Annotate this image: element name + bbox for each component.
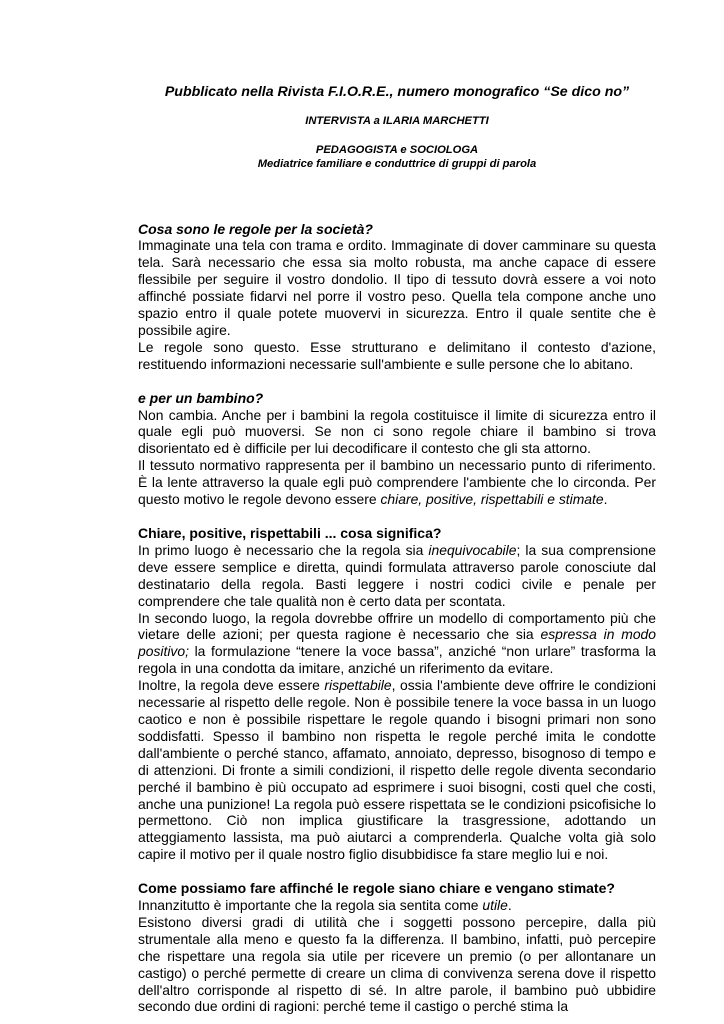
text-run: la formulazione “tenere la voce bassa”, anziché “non urlare” trasforma la regola in una condotta da imitare, anziché un riferimento da evitare. <box>138 643 657 677</box>
interview-body <box>138 221 656 1016</box>
text-run: , ossia l'ambiente deve offrire le condizioni necessarie al rispetto delle regole. Non è possibile tenere la voce bassa in un luogo caotico e non è possibile rispettare le regole quando i bisogni primari non sono soddisfatti. Spesso il bambino non rispetta le regole perché imita le condotte dall'ambiente o perché stanco, affamato, annoiato, depresso, bisognoso di tempo e di attenzioni. Di fronte a simili condizioni, il rispetto delle regole diventa secondario perché il bambino è più occupato ad esprimere i suoi bisogni, costi quel che costi, anche una punizione! La regola può essere rispettata se le condizioni psicofisiche lo permettono. Ciò non implica giustificare la trasgressione, adottando un atteggiamento lassista, ma può aiutarci a comprenderla. Qualche volta già solo capire il motivo per il quale nostro figlio disubbidisce fa stare meglio lui e noi. <box>138 677 656 863</box>
author-subrole: Mediatrice familiare e conduttrice di gruppi di parola <box>257 158 537 170</box>
answer-paragraph <box>138 897 656 914</box>
publication-line: Pubblicato nella Rivista F.I.O.R.E., numero monografico “Se dico no” <box>164 84 630 100</box>
section-how <box>138 880 656 1015</box>
answer-paragraph <box>138 610 656 678</box>
section-child <box>138 390 656 508</box>
question-heading: e per un bambino? <box>138 389 264 406</box>
question-heading: Cosa sono le regole per la società? <box>138 220 373 237</box>
answer-paragraph <box>138 457 656 508</box>
text-run: Il tessuto normativo rappresenta per il bambino un necessario punto di riferimento. È la lente attraverso la quale egli può comprendere l'ambiente che lo circonda. Per questo motivo le regole devono essere <box>138 457 656 508</box>
answer-paragraph: Immaginate una tela con trama e ordito. Immaginate di dover camminare su questa tela. Sarà necessario che essa sia molto robusta, ma anche capace di essere flessibile per seguire il vostro dondolio. Il tipo di tessuto dovrà essere a voi noto affinché possiate fidarvi nel porre il vostro peso. Quella tela compone anche uno spazio entro il quale potete muovervi in sicurezza. Entro il quale sentite che è possibile agire. <box>138 237 656 338</box>
emphasis-text: espressa in modo positivo; <box>138 626 657 660</box>
document-header <box>138 83 656 172</box>
section-society <box>138 221 656 373</box>
emphasis-text: utile <box>482 897 508 914</box>
section-meaning <box>138 525 656 863</box>
text-run: In secondo luogo, la regola dovrebbe offrire un modello di comportamento più che vietare delle azioni; per questa ragione è necessario che sia <box>138 609 656 643</box>
question-heading: Chiare, positive, rispettabili ... cosa significa? <box>138 525 442 541</box>
answer-paragraph: Non cambia. Anche per i bambini la regola costituisce il limite di sicurezza entro il quale egli può muoversi. Se non ci sono regole chiare il bambino si trova disorientato ed è difficile per lui decodificare il contesto che gli sta attorno. <box>138 406 656 457</box>
text-run: ; la sua comprensione deve essere semplice e diretta, quindi formulata attraverso parole conosciute dal destinatario della regola. Basti leggere i nostri codici civile e penale per comprendere che tale qualità non è certo data per scontata. <box>138 541 656 609</box>
answer-paragraph: Le regole sono questo. Esse strutturano e delimitano il contesto d'azione, restituendo informazioni necessarie sull'ambiente e sulle persone che lo abitano. <box>138 338 656 372</box>
answer-paragraph: Esistono diversi gradi di utilità che i soggetti possono percepire, dalla più strumentale alla meno e questo fa la differenza. Il bambino, infatti, può percepire che rispettare una regola sia utile per ricevere un premio (o per allontanare un castigo) o perché permette di creare un clima di convivenza serena dove il rispetto dell'altro corrisponde al rispetto di sé. In altre parole, il bambino può ubbidire secondo due ordini di ragioni: perché teme il castigo o perché stima la <box>138 913 656 1015</box>
text-run: Innanzitutto è importante che la regola sia sentita come <box>138 897 479 914</box>
emphasis-text: rispettabile <box>324 677 392 694</box>
text-run: . <box>603 491 608 508</box>
text-run: Inoltre, la regola deve essere <box>138 677 320 694</box>
answer-paragraph <box>138 677 656 863</box>
author-role: PEDAGOGISTA e SOCIOLOGA <box>315 143 479 156</box>
interview-title: INTERVISTA a ILARIA MARCHETTI <box>305 115 489 127</box>
answer-paragraph <box>138 542 656 610</box>
text-run: . <box>507 897 512 914</box>
question-heading: Come possiamo fare affinché le regole siano chiare e vengano stimate? <box>138 880 615 897</box>
emphasis-text: inequivocabile <box>428 541 517 558</box>
text-run: In primo luogo è necessario che la regola sia <box>138 541 424 558</box>
emphasis-text: chiare, positive, rispettabili e stimate <box>380 491 604 508</box>
